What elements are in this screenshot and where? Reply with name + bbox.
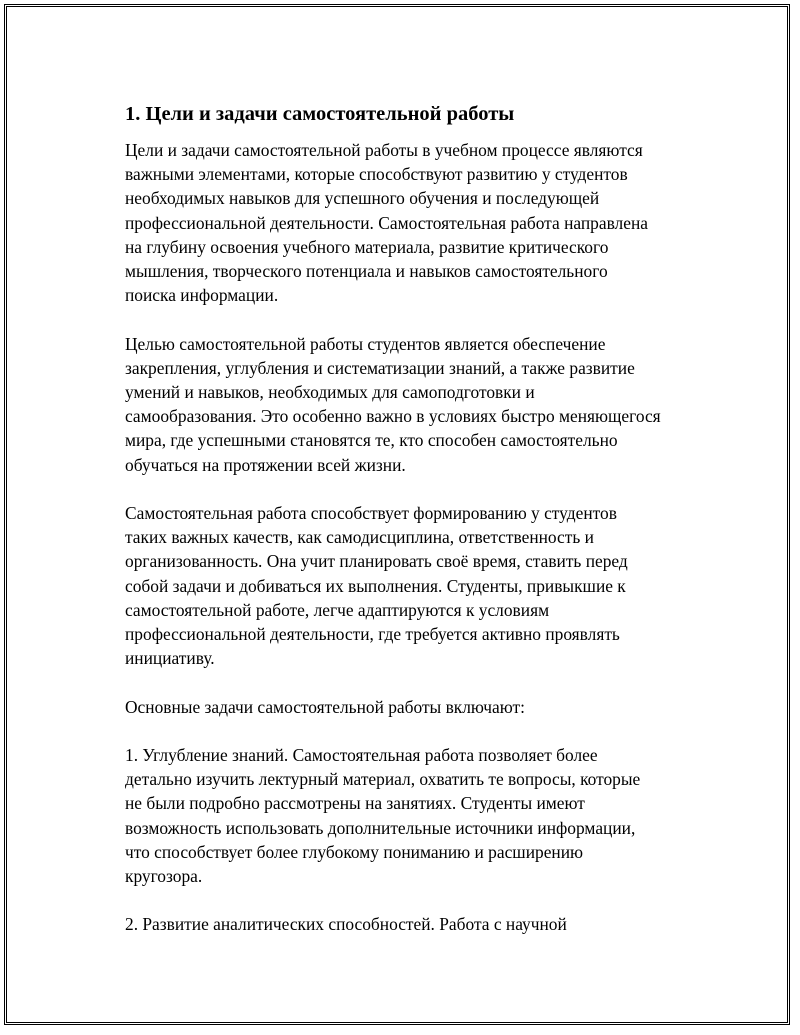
text-line: мира, где успешными становятся те, кто способен самостоятельно [125, 430, 618, 451]
paragraph-tasks-intro [125, 695, 705, 719]
text-line: профессиональной деятельности, где требуется активно проявлять [125, 624, 620, 645]
text-line: важными элементами, которые способствуют развитию у студентов [125, 164, 628, 185]
text-line: необходимых навыков для успешного обучения и последующей [125, 188, 600, 209]
text-line: не были подробно рассмотрены на занятиях. Студенты имеют [125, 793, 585, 814]
text-line: детально изучить лектурный материал, охватить те вопросы, которые [125, 769, 641, 790]
paragraph-intro [125, 138, 705, 307]
page-frame [4, 4, 790, 1025]
text-line: Основные задачи самостоятельной работы включают: [125, 696, 525, 717]
text-line: закрепления, углубления и систематизации знаний, а также развитие [125, 357, 635, 378]
text-line: таких важных качеств, как самодисциплина, ответственность и [125, 527, 594, 548]
document-content [125, 100, 705, 961]
text-line: обучаться на протяжении всей жизни. [125, 454, 406, 475]
text-line: умений и навыков, необходимых для самоподготовки и [125, 382, 535, 403]
text-line: самостоятельной работе, легче адаптируются к условиям [125, 599, 550, 620]
text-line: Целью самостоятельной работы студентов является обеспечение [125, 333, 606, 354]
text-line: собой задачи и добиваться их выполнения. Студенты, привыкшие к [125, 575, 626, 596]
text-line: что способствует более глубокому пониманию и расширению [125, 841, 584, 862]
text-line: поиска информации. [125, 285, 279, 306]
text-line: организованность. Она учит планировать своё время, ставить перед [125, 551, 628, 572]
text-line: профессиональной деятельности. Самостоятельная работа направлена [125, 212, 648, 233]
text-line: самообразования. Это особенно важно в условиях быстро меняющегося [125, 406, 661, 427]
text-line: кругозора. [125, 866, 203, 887]
text-line: Цели и задачи самостоятельной работы в учебном процессе являются [125, 140, 643, 160]
list-item-analytical-skills [125, 912, 705, 936]
text-line: 2. Развитие аналитических способностей. Работа с научной [125, 914, 567, 935]
text-line: на глубину освоения учебного материала, развитие критического [125, 236, 609, 257]
list-item-deepening-knowledge [125, 743, 705, 888]
text-line: инициативу. [125, 648, 215, 669]
text-line: 1. Углубление знаний. Самостоятельная работа позволяет более [125, 745, 598, 766]
text-line: возможность использовать дополнительные источники информации, [125, 817, 636, 838]
text-line: мышления, творческого потенциала и навыков самостоятельного [125, 261, 608, 282]
document-title: 1. Цели и задачи самостоятельной работы [125, 103, 515, 125]
paragraph-qualities [125, 501, 705, 670]
text-line: Самостоятельная работа способствует формированию у студентов [125, 503, 617, 524]
paragraph-goal [125, 332, 705, 477]
